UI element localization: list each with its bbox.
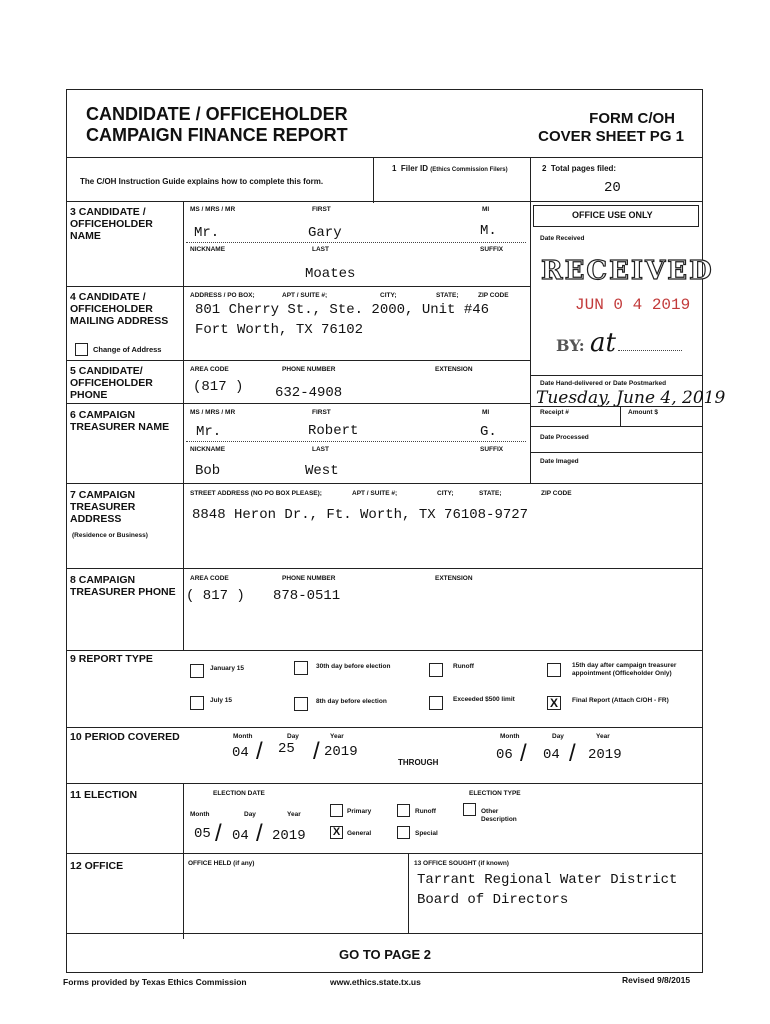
report-type-label: January 15 — [210, 665, 244, 672]
received-stamp-date: JUN 0 4 2019 — [575, 296, 691, 314]
treasurer-address[interactable]: 8848 Heron Dr., Ft. Worth, TX 76108-9727 — [192, 507, 529, 523]
label-zip: ZIP CODE — [478, 292, 509, 299]
dotted-line — [186, 441, 526, 442]
report-type-checkbox[interactable]: X — [547, 696, 561, 710]
go-to-page-2: GO TO PAGE 2 — [339, 947, 431, 962]
divider — [66, 201, 703, 202]
label-day: Day — [244, 811, 256, 818]
election-type-label: General — [347, 830, 372, 837]
election-type-label: Runoff — [415, 808, 436, 815]
mailing-address-line1[interactable]: 801 Cherry St., Ste. 2000, Unit #46 — [195, 302, 490, 318]
label-mi: MI — [482, 409, 490, 416]
section-9-label: 9 REPORT TYPE — [70, 653, 153, 665]
divider — [530, 452, 703, 453]
hand-delivered-date: Tuesday, June 4, 2019 — [536, 388, 726, 408]
cover-sheet-label: COVER SHEET PG 1 — [538, 128, 684, 145]
election-type-checkbox[interactable] — [397, 826, 410, 839]
election-type-checkbox[interactable] — [330, 804, 343, 817]
change-address-checkbox[interactable] — [75, 343, 88, 356]
election-type-checkbox[interactable] — [397, 804, 410, 817]
section-6-label: 6 CAMPAIGN TREASURER NAME — [70, 409, 170, 433]
label-month: Month — [190, 811, 210, 818]
label-phone: PHONE NUMBER — [282, 366, 336, 373]
election-type-checkbox[interactable]: X — [330, 826, 343, 839]
date-slash: / — [520, 740, 527, 767]
treasurer-last-name[interactable]: West — [305, 463, 339, 479]
label-office-held: OFFICE HELD (if any) — [188, 860, 255, 867]
period-to-day[interactable]: 04 — [543, 747, 560, 763]
section-5-label: 5 CANDIDATE/ OFFICEHOLDER PHONE — [70, 365, 153, 401]
filer-id-label: Filer ID — [400, 164, 429, 173]
section-3-label: 3 CANDIDATE / OFFICEHOLDER NAME — [70, 206, 153, 242]
divider — [66, 483, 703, 484]
total-pages-num: 2 — [542, 164, 547, 173]
label-city: CITY; — [380, 292, 397, 299]
office-sought-line2[interactable]: Board of Directors — [417, 892, 569, 908]
office-sought-line1[interactable]: Tarrant Regional Water District — [417, 872, 678, 888]
report-type-label: 15th day after campaign treasurer appointment (Officeholder Only) — [572, 662, 677, 677]
treasurer-phone-number[interactable]: 878-0511 — [273, 588, 341, 604]
treasurer-title[interactable]: Mr. — [196, 424, 222, 440]
footer-website: www.ethics.state.tx.us — [330, 977, 421, 987]
divider — [620, 406, 621, 426]
date-imaged-label: Date Imaged — [540, 458, 579, 465]
label-suffix: SUFFIX — [480, 246, 504, 253]
hand-delivered-label: Date Hand-delivered or Date Postmarked — [540, 380, 667, 387]
candidate-title[interactable]: Mr. — [194, 225, 220, 241]
instruction-text: The C/OH Instruction Guide explains how to complete this form. — [80, 177, 324, 186]
divider — [183, 783, 184, 939]
label-city: CITY; — [437, 490, 454, 497]
divider — [66, 853, 703, 854]
candidate-first-name[interactable]: Gary — [308, 225, 342, 241]
label-year: Year — [330, 733, 344, 740]
report-type-checkbox[interactable] — [190, 696, 204, 710]
label-mi: MI — [482, 206, 490, 213]
section-8-label: 8 CAMPAIGN TREASURER PHONE — [70, 574, 176, 598]
label-state: STATE; — [436, 292, 459, 299]
label-last: LAST — [312, 246, 329, 253]
election-month[interactable]: 05 — [194, 826, 211, 842]
through-label: THROUGH — [398, 758, 439, 767]
label-day: Day — [552, 733, 564, 740]
divider — [66, 286, 530, 287]
stamp-by-label: BY: — [556, 336, 585, 355]
label-month: Month — [233, 733, 253, 740]
report-type-checkbox[interactable] — [429, 663, 443, 677]
divider — [66, 650, 703, 651]
report-type-checkbox[interactable] — [294, 661, 308, 675]
date-slash: / — [256, 738, 263, 765]
election-year[interactable]: 2019 — [272, 828, 306, 844]
label-title: MS / MRS / MR — [190, 409, 236, 416]
election-type-label: Other Description — [481, 808, 517, 823]
divider — [530, 157, 531, 203]
report-type-label: Final Report (Attach C/OH - FR) — [572, 697, 669, 704]
period-from-year[interactable]: 2019 — [324, 744, 358, 760]
report-type-checkbox[interactable] — [429, 696, 443, 710]
dotted-line — [618, 350, 682, 351]
label-day: Day — [287, 733, 299, 740]
divider — [66, 783, 703, 784]
candidate-mi[interactable]: M. — [480, 223, 497, 239]
label-last: LAST — [312, 446, 329, 453]
report-type-label: 8th day before election — [316, 698, 387, 705]
divider — [530, 406, 703, 407]
received-stamp-text: RECEIVED — [541, 256, 714, 286]
section-12-label: 12 OFFICE — [70, 860, 124, 872]
report-type-label: Runoff — [453, 663, 474, 670]
form-id: FORM C/OH — [589, 110, 675, 127]
date-processed-label: Date Processed — [540, 434, 589, 441]
divider — [66, 403, 530, 404]
mailing-address-line2[interactable]: Fort Worth, TX 76102 — [195, 322, 364, 338]
candidate-last-name[interactable]: Moates — [305, 266, 356, 282]
label-suffix: SUFFIX — [480, 446, 504, 453]
total-pages-value[interactable]: 20 — [604, 180, 621, 196]
received-stamp — [541, 256, 714, 326]
divider — [66, 933, 703, 934]
section-4-label: 4 CANDIDATE / OFFICEHOLDER MAILING ADDRESS — [70, 291, 169, 327]
divider — [66, 727, 703, 728]
filer-id-note: (Ethics Commission Filers) — [430, 167, 508, 173]
change-address-label: Change of Address — [93, 345, 162, 354]
date-slash: / — [256, 820, 263, 847]
label-year: Year — [287, 811, 301, 818]
label-extension: EXTENSION — [435, 575, 473, 582]
divider — [66, 568, 703, 569]
divider — [373, 157, 374, 203]
divider — [408, 853, 409, 933]
date-slash: / — [569, 740, 576, 767]
section-7-label: 7 CAMPAIGN TREASURER ADDRESS — [70, 489, 136, 525]
date-slash: / — [215, 820, 222, 847]
treasurer-nickname[interactable]: Bob — [195, 463, 221, 479]
divider — [183, 201, 184, 651]
label-nickname: NICKNAME — [190, 246, 226, 253]
treasurer-mi[interactable]: G. — [480, 424, 497, 440]
label-first: FIRST — [312, 409, 331, 416]
divider — [530, 375, 703, 376]
date-received-label: Date Received — [540, 235, 585, 242]
report-type-label: Exceeded $500 limit — [453, 696, 515, 703]
residence-note: (Residence or Business) — [72, 532, 148, 539]
period-to-month[interactable]: 06 — [496, 747, 513, 763]
label-first: FIRST — [312, 206, 331, 213]
label-office-sought: 13 OFFICE SOUGHT (if known) — [414, 860, 509, 867]
receipt-label: Receipt # — [540, 409, 569, 416]
footer-provided-by: Forms provided by Texas Ethics Commission — [63, 977, 247, 987]
label-apt: APT / SUITE #; — [282, 292, 328, 299]
label-phone: PHONE NUMBER — [282, 575, 336, 582]
divider — [66, 360, 530, 361]
divider — [530, 426, 703, 427]
label-title: MS / MRS / MR — [190, 206, 236, 213]
report-type-checkbox[interactable] — [294, 697, 308, 711]
filer-id-num: 1 — [392, 164, 397, 173]
election-day[interactable]: 04 — [232, 828, 249, 844]
period-to-year[interactable]: 2019 — [588, 747, 622, 763]
election-type-label: Special — [415, 830, 438, 837]
election-type-checkbox[interactable] — [463, 803, 476, 816]
label-area-code: AREA CODE — [190, 366, 229, 373]
report-type-checkbox[interactable] — [190, 664, 204, 678]
total-pages-label: Total pages filed: — [550, 164, 617, 173]
label-election-date: ELECTION DATE — [213, 790, 265, 797]
period-from-day[interactable]: 25 — [278, 741, 295, 757]
label-state: STATE; — [479, 490, 502, 497]
report-type-label: 30th day before election — [316, 663, 391, 670]
candidate-phone-number[interactable]: 632-4908 — [275, 385, 343, 401]
footer-revised: Revised 9/8/2015 — [622, 975, 691, 985]
office-use-title: OFFICE USE ONLY — [572, 210, 653, 220]
label-street: STREET ADDRESS (NO PO BOX PLEASE); — [190, 490, 322, 497]
period-from-month[interactable]: 04 — [232, 745, 249, 761]
label-zip: ZIP CODE — [541, 490, 572, 497]
form-title-line1: CANDIDATE / OFFICEHOLDER — [86, 104, 348, 124]
report-type-checkbox[interactable] — [547, 663, 561, 677]
divider — [530, 201, 531, 483]
label-month: Month — [500, 733, 520, 740]
label-extension: EXTENSION — [435, 366, 473, 373]
treasurer-area-code[interactable]: ( 817 ) — [186, 588, 245, 604]
candidate-area-code[interactable]: (817 ) — [193, 379, 244, 395]
label-address: ADDRESS / PO BOX; — [190, 292, 255, 299]
election-type-label: Primary — [347, 808, 372, 815]
divider — [66, 157, 703, 158]
label-area-code: AREA CODE — [190, 575, 229, 582]
label-election-type: ELECTION TYPE — [469, 790, 521, 797]
section-11-label: 11 ELECTION — [70, 789, 138, 801]
label-apt: APT / SUITE #; — [352, 490, 398, 497]
label-year: Year — [596, 733, 610, 740]
dotted-line — [186, 242, 526, 243]
report-type-label: July 15 — [210, 697, 233, 704]
treasurer-first-name[interactable]: Robert — [308, 423, 359, 439]
section-10-label: 10 PERIOD COVERED — [70, 731, 180, 743]
stamp-initials: at — [590, 328, 616, 358]
form-title-line2: CAMPAIGN FINANCE REPORT — [86, 125, 348, 145]
label-nickname: NICKNAME — [190, 446, 226, 453]
amount-label: Amount $ — [628, 409, 658, 416]
date-slash: / — [313, 738, 320, 765]
